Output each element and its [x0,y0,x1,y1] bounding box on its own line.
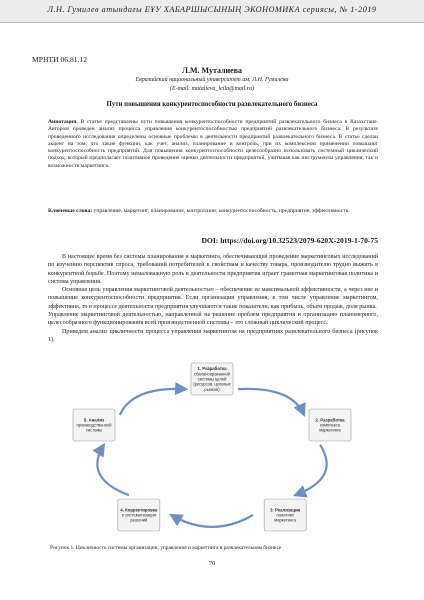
author-email: (E-mail: mutalieva_leila@mail.ru) [169,85,255,92]
figure-caption: Рисунок 1. Цикличность системы организации, управления и маркетинга в развлекательном бизнесе [50,545,282,551]
cycle-arrow-2 [295,445,327,495]
keywords-text: управление, маркетинг, планирование, контроллинг, конкурентоспособность, предприятие, эффективность. [93,208,350,214]
keywords-label: Ключевые слова: [48,208,93,214]
cycle-node-label: системы [85,427,103,433]
body-text [48,253,378,344]
affiliation-text: Евразийский национальный университет им. Л.Н. Гумилева [135,77,289,83]
cycle-node-label: маркетинга [319,427,341,433]
cycle-node-label: 2. Разработка [315,417,345,423]
cycle-node-label: рынков) [204,386,220,392]
keywords [48,208,378,215]
article-title: Пути повышения конкурентоспособности развлекательного бизнеса [106,101,318,108]
cycle-node-label: комплекса [320,422,340,428]
cycle-node-label: производственной [76,422,112,428]
body-paragraph-3: Управление маркетинговой деятельностью, направленной на решение проблем предприятия и организацию планомерного, целесообразного функционирования всей производственной системы – это сложный циклический процесс. [48,312,378,327]
body-paragraph-4: Приведем анализ цикличности процесса управления маркетингом на предприятиях развлекательного бизнеса (рисунок 1). [48,328,378,343]
cycle-node-label: системы целей [197,376,227,382]
cycle-node-3 [264,499,306,531]
cycle-node-label: 3. Реализация [270,507,301,513]
cycle-node-label: решений [130,517,148,523]
journal-header [0,0,424,23]
cycle-arrow-3 [171,515,253,527]
cycle-arrow-5 [120,389,186,415]
cycle-arrow-4 [97,445,129,495]
abstract-label: Аннотация. [48,119,78,125]
body-paragraph-1: В настоящее время без системы планирования и маркетинга, обеспечивающей проведение маркетинговых исследований по изучению перспектив спроса, требований потребителей к свойствам и качеству товара, производителю трудно выжить в конкурентной борьбе. Поэтому немаловажную роль в деятельности предприятия играет грамотная маркетинговая политика и система управления. [48,254,378,285]
cycle-node-label: маркетинга [274,517,296,523]
cycle-node-label: 4. Корректировка [120,507,158,513]
cycle-node-4 [118,499,160,531]
cycle-node-label: сбалансированной [194,371,230,377]
figure-cycle-diagram [0,352,424,542]
cycle-node-label: и систематизация [121,512,156,518]
cycle-node-5 [73,409,115,441]
page-number: 70 [208,560,216,567]
doi-link[interactable]: DOI: https://doi.org/10.32523/2079-620X-2019-1-70-75 [201,236,378,245]
cycle-node-label: политики [276,512,294,518]
cycle-arrow-1 [238,389,304,415]
author-affiliation [0,76,424,93]
cycle-node-label: (ресурсов, целевых [193,381,231,387]
mrnti-code: МРНТИ 06.81.12 [32,55,88,64]
cycle-nodes [73,363,351,531]
body-paragraph-2: Основная цель управления маркетинговой деятельностью – обеспечение ее максимальной эффективности, а через нее и повышение конкурентоспособности предприятия. Если организация управления, в том числе управление маркетингом, эффективна, то в процессе деятельности предприятия улучшаются такие показатели, как прибыль, объем продаж, доля рынка. [48,287,378,310]
running-title: Л.Н. Гумилев атындағы ЕҰУ ХАБАРШЫСЫНЫҢ ЭКОНОМИКА сериясы, № 1-2019 [47,5,377,14]
abstract-text: В статье представлены пути повышения конкурентоспособности предприятий развлекательного бизнеса в Казахстане. Автором проведен анализ процесса управления конкурентоспособностью предприятий развлекательного бизнеса. В результате проведенного исследования определены основные проблемы в деятельности предприятий развлекательного бизнеса. В статье сделан акцент на том, что такие функции, как учет, анализ, планирование и контроль, при их комплексном применении повышают конкурентоспособность предприятий. Для повышения конкурентоспособности целесообразно использовать системный циклический подход, который предполагает позитивное проведение оценки деятельности предприятий, учитывая как инструменты управления, так и возможности маркетинга. [48,119,378,169]
cycle-node-1 [191,363,233,395]
author-name: Л.М. Муталиева [181,66,243,75]
cycle-node-label: 1. Разработка [197,366,227,372]
cycle-node-label: 5. Анализ [83,417,105,423]
cycle-diagram [0,352,424,542]
abstract [48,119,378,170]
cycle-node-2 [309,409,351,441]
